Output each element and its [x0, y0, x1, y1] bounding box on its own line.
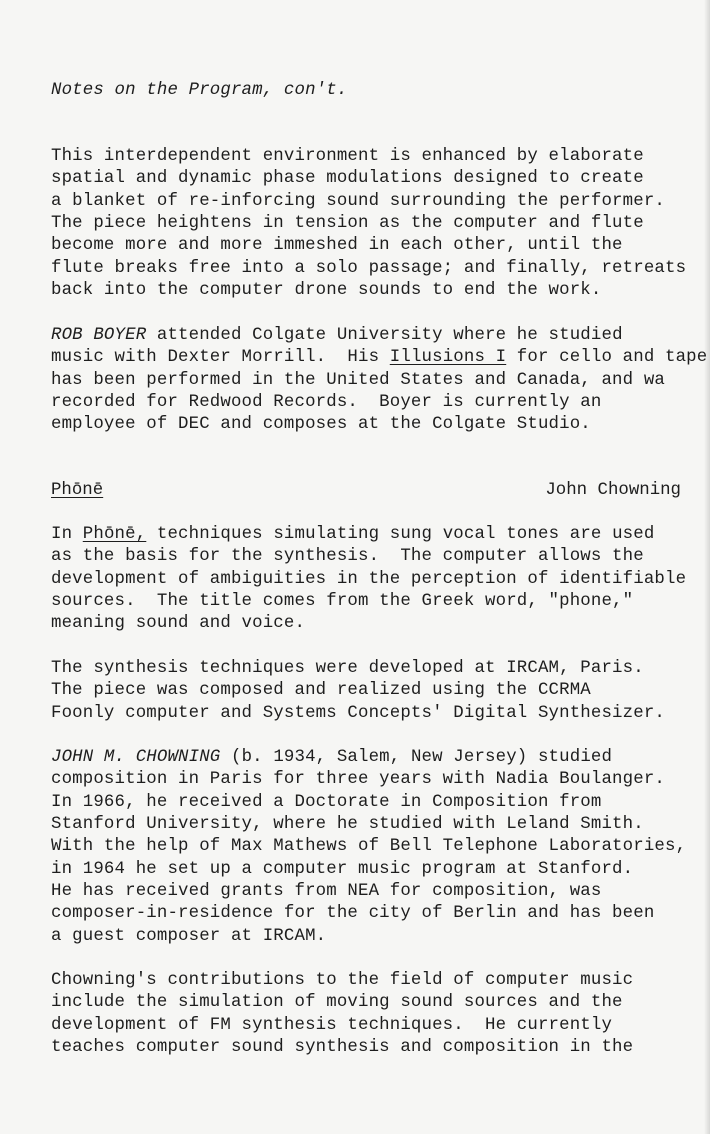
contrib-para-line: teaches computer sound synthesis and composition in the: [51, 1038, 634, 1057]
chowning-bio-line: Stanford University, where he studied with Leland Smith.: [51, 815, 644, 834]
chowning-bio-line: composition in Paris for three years with Nadia Boulanger.: [51, 770, 665, 789]
piece-composer: John Chowning: [545, 481, 681, 500]
phone-title-ref: Phōnē,: [82, 525, 147, 544]
phone-para-line: as the basis for the synthesis. The computer allows the: [51, 547, 644, 566]
boyer-bio-line: has been performed in the United States and Canada, and wa: [51, 371, 665, 390]
piece-title: Phōnē: [51, 481, 104, 500]
chowning-bio-line: [51, 747, 612, 769]
para1-line: The piece heightens in tension as the computer and flute: [51, 214, 644, 233]
page-header: Notes on the Program, con't.: [51, 81, 348, 100]
synth-para-line: The synthesis techniques were developed at IRCAM, Paris.: [51, 659, 644, 678]
para1-line: This interdependent environment is enhanced by elaborate: [51, 147, 644, 166]
chowning-bio-line: In 1966, he received a Doctorate in Composition from: [51, 793, 602, 812]
para1-line: spatial and dynamic phase modulations designed to create: [51, 169, 644, 188]
para1-line: a blanket of re-inforcing sound surrounding the performer.: [51, 192, 665, 211]
chowning-bio-line: He has received grants from NEA for composition, was: [51, 882, 602, 901]
piece-title-row: [51, 480, 681, 502]
chowning-bio-line: a guest composer at IRCAM.: [51, 927, 327, 946]
phone-para-line: development of ambiguities in the perception of identifiable: [51, 570, 687, 589]
boyer-text: music with Dexter Morrill. His: [51, 348, 390, 367]
contrib-para-line: Chowning's contributions to the field of computer music: [51, 971, 634, 990]
synth-para-line: Foonly computer and Systems Concepts' Digital Synthesizer.: [51, 704, 665, 723]
synth-para-line: The piece was composed and realized using the CCRMA: [51, 681, 591, 700]
para1-line: become more and more immeshed in each other, until the: [51, 236, 623, 255]
boyer-bio-line: recorded for Redwood Records. Boyer is currently an: [51, 393, 602, 412]
para1-line: back into the computer drone sounds to end the work.: [51, 281, 602, 300]
boyer-bio-line: [51, 347, 707, 369]
chowning-name: JOHN M. CHOWNING: [51, 748, 221, 767]
chowning-bio-line: in 1964 he set up a computer music program at Stanford.: [51, 860, 634, 879]
phone-text: techniques simulating sung vocal tones are used: [146, 525, 655, 544]
para1-line: flute breaks free into a solo passage; and finally, retreats: [51, 259, 687, 278]
boyer-name: ROB BOYER: [51, 326, 147, 345]
boyer-work-title: Illusions I: [389, 348, 507, 367]
phone-text: In: [51, 525, 83, 544]
boyer-text: attended Colgate University where he studied: [146, 326, 623, 345]
chowning-text: (b. 1934, Salem, New Jersey) studied: [220, 748, 613, 767]
phone-para-line: sources. The title comes from the Greek word, "phone,": [51, 592, 634, 611]
boyer-bio-line: [51, 325, 623, 347]
phone-para-line: meaning sound and voice.: [51, 614, 306, 633]
contrib-para-line: development of FM synthesis techniques. He currently: [51, 1016, 613, 1035]
phone-para-line: [51, 524, 654, 546]
boyer-text: for cello and tape: [506, 348, 708, 367]
boyer-bio-line: employee of DEC and composes at the Colgate Studio.: [51, 415, 591, 434]
page-edge-shadow: [704, 0, 710, 1134]
contrib-para-line: include the simulation of moving sound sources and the: [51, 993, 623, 1012]
chowning-bio-line: composer-in-residence for the city of Berlin and has been: [51, 904, 655, 923]
chowning-bio-line: With the help of Max Mathews of Bell Telephone Laboratories,: [51, 837, 687, 856]
